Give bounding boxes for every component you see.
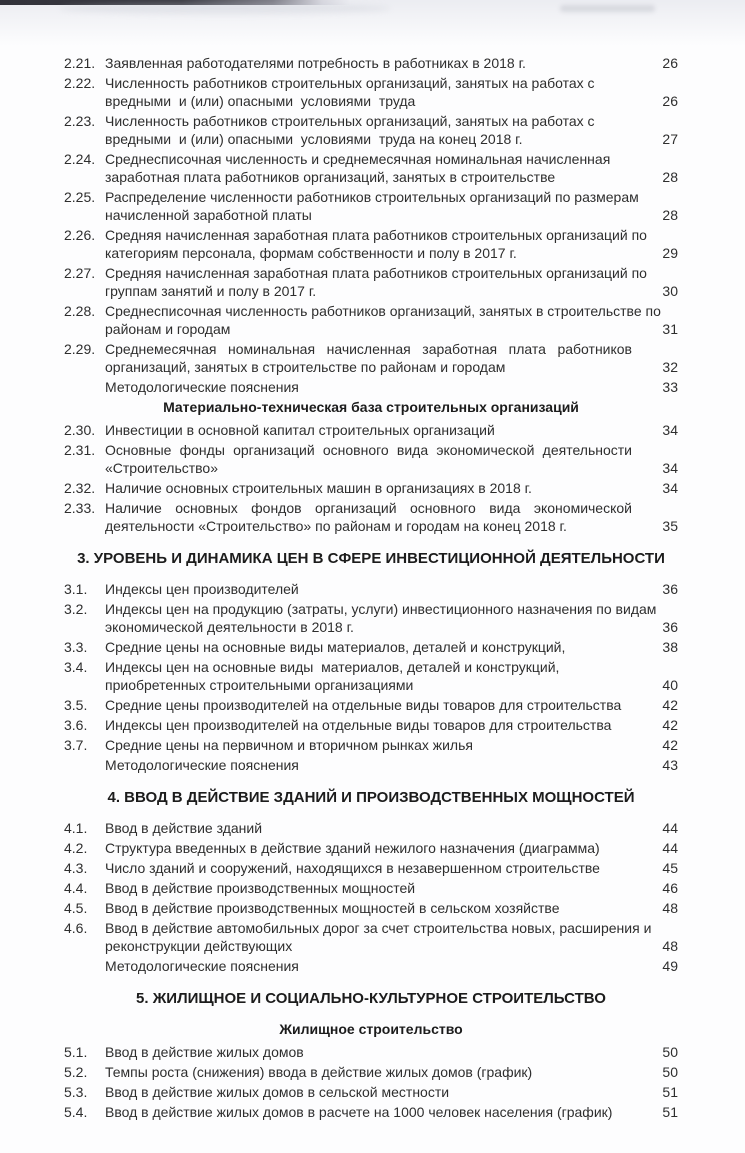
toc-entry-number: 3.4. [64,659,88,675]
toc-entry-title-line: Численность работников строительных организаций, занятых на работах с [105,75,595,91]
toc-entry-title [105,1083,632,1101]
toc-entry-title [105,899,632,917]
toc-entry-page-number: 26 [662,93,678,109]
toc-entry [64,54,678,72]
toc-entry [64,421,678,439]
toc-entry-title-line: приобретенных строительными организациями [105,677,414,693]
toc-entry-page-number: 51 [662,1084,678,1100]
toc-entry-title [105,340,632,376]
toc-entry-number: 2.27. [64,265,96,281]
toc-entry-title-line: Структура введенных в действие зданий нежилого назначения (диаграмма) [105,840,600,856]
toc-entry-number: 3.3. [64,639,88,655]
toc-entry [64,658,678,694]
toc-entry-title-line: Число зданий и сооружений, находящихся в незавершенном строительстве [105,860,600,876]
toc-entry-number: 3.7. [64,737,88,753]
toc-entry-title-line: деятельности «Строительство» по районам и городам на конец 2018 г. [105,518,567,534]
toc-entry-number: 2.22. [64,75,96,91]
toc-entry-page-number: 48 [662,900,678,916]
toc-entry-title-line: районам и городам [105,321,231,337]
toc-entry-title-line: Ввод в действие автомобильных дорог за счет строительства новых, расширения и [105,920,652,936]
toc-entry-title [105,879,632,897]
toc-entry-title [105,859,632,877]
toc-entry-title-line: «Строительство» [105,460,219,476]
toc-entry [64,716,678,734]
toc-entry-page-number: 49 [662,958,678,974]
toc-entry-title-line: Средние цены на основные виды материалов, деталей и конструкций, [105,639,566,655]
toc-entry-title-line: Ввод в действие жилых домов в расчете на 1000 человек населения (график) [105,1104,613,1120]
toc-entry-title-line: заработная плата работников организаций, занятых в строительстве [105,169,556,185]
toc-entry-title [105,819,632,837]
toc-entry [64,859,678,877]
toc-entry-number: 3.6. [64,717,88,733]
toc-entry [64,378,678,396]
toc-entry-title-line: Темпы роста (снижения) ввода в действие жилых домов (график) [105,1064,533,1080]
toc-entry-number: 5.4. [64,1104,88,1120]
toc-entry [64,74,678,110]
toc-entry-page-number: 50 [662,1064,678,1080]
toc-entry-title-line: экономической деятельности в 2018 г. [105,619,354,635]
toc-entry-page-number: 40 [662,677,678,693]
toc-entry [64,638,678,656]
toc-entry-number: 2.29. [64,341,96,357]
toc-entry [64,302,678,338]
toc-entry-number: 2.33. [64,500,96,516]
toc-entry-number: 3.1. [64,581,88,597]
subsection-heading: Жилищное строительство [279,1021,463,1037]
toc-entry-title [105,600,657,636]
toc-entry [64,600,678,636]
toc-entry-title-line: Методологические пояснения [105,958,299,974]
toc-entry-title-line: организаций, занятых в строительстве по районам и городам [105,359,506,375]
toc-entry [64,580,678,598]
chapter-heading: 3. УРОВЕНЬ И ДИНАМИКА ЦЕН В СФЕРЕ ИНВЕСТИЦИОННОЙ ДЕЯТЕЛЬНОСТИ [77,550,665,567]
chapter-heading: 5. ЖИЛИЩНОЕ И СОЦИАЛЬНО-КУЛЬТУРНОЕ СТРОИТЕЛЬСТВО [136,990,606,1007]
toc-entry-page-number: 28 [662,169,678,185]
toc-entry-title [105,839,632,857]
toc-entry [64,1083,678,1101]
toc-entry [64,150,678,186]
toc-entry-page-number: 44 [662,820,678,836]
toc-entry [64,1063,678,1081]
toc-entry-page-number: 42 [662,737,678,753]
toc-entry-title [105,150,632,186]
toc-entry-title [105,580,632,598]
toc-entry-title-line: реконструкции действующих [105,938,293,954]
toc-entry-title [105,499,632,535]
toc-entry-title-line: Индексы цен производителей на отдельные виды товаров для строительства [105,717,612,733]
toc-entry-title [105,112,632,148]
toc-entry-title-line: Индексы цен на продукцию (затраты, услуги) инвестиционного назначения по видам [105,601,657,617]
toc-entry [64,226,678,262]
toc-entry-title-line: Численность работников строительных организаций, занятых на работах с [105,113,595,129]
toc-entry-title-line: Средняя начисленная заработная плата работников строительных организаций по [105,265,647,281]
toc-entry [64,1043,678,1061]
subsection-heading: Материально-техническая база строительных организаций [163,399,579,415]
toc-entry-title [105,1043,632,1061]
toc-entry [64,696,678,714]
toc-entry-title [105,188,639,224]
toc-entry-title [105,226,647,262]
toc-entry-page-number: 38 [662,639,678,655]
toc-entry-page-number: 43 [662,757,678,773]
toc-entry-title-line: Инвестиции в основной капитал строительных организаций [105,422,495,438]
toc-entry [64,839,678,857]
toc-entry-page-number: 46 [662,880,678,896]
toc-entry-page-number: 28 [662,207,678,223]
toc-entry-title [105,1103,632,1121]
toc-entry-title [105,736,632,754]
toc-entry-page-number: 29 [662,245,678,261]
toc-entry-title [105,479,632,497]
toc-entry-title-line: Средняя начисленная заработная плата работников строительных организаций по [105,227,647,243]
toc-entry-title [105,957,632,975]
toc-entry-title-line: Распределение численности работников строительных организаций по размерам [105,189,639,205]
toc-entry-title-line: Средние цены производителей на отдельные виды товаров для строительства [105,697,622,713]
toc-entry-page-number: 48 [662,938,678,954]
toc-entry [64,736,678,754]
toc-entry [64,441,678,477]
toc-entry-title-line: вредными и (или) опасными условиями труда на конец 2018 г. [105,131,523,147]
toc-entry-title [105,74,632,110]
toc-entry-number: 4.5. [64,900,88,916]
toc-entry-number: 4.6. [64,920,88,936]
toc-entry-title [105,421,632,439]
toc-entry [64,340,678,376]
toc-entry-title-line: Индексы цен на основные виды материалов, деталей и конструкций, [105,659,560,675]
toc-entry-title [105,264,647,300]
toc-entry-page-number: 42 [662,697,678,713]
toc-entry-number: 5.3. [64,1084,88,1100]
toc-entry-page-number: 50 [662,1044,678,1060]
toc-entry-page-number: 36 [662,581,678,597]
toc-entry-title-line: категориям персонала, формам собственности и полу в 2017 г. [105,245,517,261]
toc-entry-title [105,756,632,774]
toc-entry-page-number: 34 [662,480,678,496]
toc-entry-title-line: Наличие основных строительных машин в организациях в 2018 г. [105,480,532,496]
toc-entry [64,499,678,535]
toc-entry [64,899,678,917]
toc-entry-title [105,441,632,477]
toc-entry-title [105,919,652,955]
toc-entry-page-number: 42 [662,717,678,733]
toc-entry-number: 4.3. [64,860,88,876]
toc-entry-title-line: Заявленная работодателями потребность в работниках в 2018 г. [105,55,526,71]
toc-entry-title-line: Ввод в действие жилых домов [105,1044,304,1060]
toc-entry [64,819,678,837]
toc-entry-title-line: Ввод в действие зданий [105,820,263,836]
toc-entry-number: 5.1. [64,1044,88,1060]
toc-entry-page-number: 35 [662,518,678,534]
toc-entry-page-number: 27 [662,131,678,147]
toc-entry-number: 2.31. [64,442,96,458]
toc-entry [64,479,678,497]
toc-entry-title [105,638,632,656]
toc-entry-number: 4.4. [64,880,88,896]
toc-entry-title-line: группам занятий и полу в 2017 г. [105,283,317,299]
toc-entry-title-line: Методологические пояснения [105,757,299,773]
toc-entry-title-line: Среднесписочная численность работников организаций, занятых в строительстве по [105,303,661,319]
toc-entry-number: 2.24. [64,151,96,167]
toc-entry-page-number: 31 [662,321,678,337]
toc-entry [64,879,678,897]
toc-entry-page-number: 45 [662,860,678,876]
toc-entry-number: 2.26. [64,227,96,243]
toc-entry-title-line: Ввод в действие производственных мощностей в сельском хозяйстве [105,900,560,916]
toc-entry-number: 2.25. [64,189,96,205]
chapter-heading: 4. ВВОД В ДЕЙСТВИЕ ЗДАНИЙ И ПРОИЗВОДСТВЕННЫХ МОЩНОСТЕЙ [107,789,635,806]
toc-entry-title-line: Ввод в действие производственных мощностей [105,880,416,896]
toc-entry-title-line: Средние цены на первичном и вторичном рынках жилья [105,737,473,753]
toc-entry-title-line: Среднемесячная номинальная начисленная заработная плата работников [105,341,632,357]
toc-entry-number: 2.21. [64,55,96,71]
toc-entry-title [105,658,632,694]
toc-entry-number: 3.2. [64,601,88,617]
toc-entry-title [105,54,632,72]
toc-entry [64,919,678,955]
toc-entry-number: 2.28. [64,303,96,319]
toc-entry-page-number: 32 [662,359,678,375]
toc-entry-title-line: Индексы цен производителей [105,581,299,597]
toc-entry [64,112,678,148]
toc-entry-title-line: Ввод в действие жилых домов в сельской местности [105,1084,450,1100]
toc-entry-page-number: 51 [662,1104,678,1120]
toc-entry-title [105,696,632,714]
toc-entry-title-line: Методологические пояснения [105,379,299,395]
toc-entry [64,188,678,224]
toc-entry [64,957,678,975]
toc-entry-title-line: начисленной заработной платы [105,207,312,223]
toc-entry-title [105,1063,632,1081]
toc-entry-page-number: 34 [662,422,678,438]
toc-entry [64,1103,678,1121]
toc-entry [64,756,678,774]
toc-entry-number: 4.2. [64,840,88,856]
toc-entry-title-line: Среднесписочная численность и среднемесячная номинальная начисленная [105,151,611,167]
toc-entry-page-number: 30 [662,283,678,299]
toc-entry-title-line: Основные фонды организаций основного вида экономической деятельности [105,442,632,458]
toc-entry-number: 3.5. [64,697,88,713]
toc-entry-title-line: вредными и (или) опасными условиями труда [105,93,416,109]
toc-entry-title [105,378,632,396]
toc-entry-page-number: 36 [662,619,678,635]
toc-entry-number: 2.32. [64,480,96,496]
toc-entry-number: 2.23. [64,113,96,129]
toc-entry-number: 2.30. [64,422,96,438]
toc-entry-title-line: Наличие основных фондов организаций основного вида экономической [105,500,632,516]
toc-entry-number: 4.1. [64,820,88,836]
toc-entry-page-number: 26 [662,55,678,71]
toc-entry-title [105,716,632,734]
toc-entry-number: 5.2. [64,1064,88,1080]
toc-entry-page-number: 33 [662,379,678,395]
toc-entry-page-number: 34 [662,460,678,476]
toc-entry-title [105,302,661,338]
toc-entry [64,264,678,300]
toc-entry-page-number: 44 [662,840,678,856]
